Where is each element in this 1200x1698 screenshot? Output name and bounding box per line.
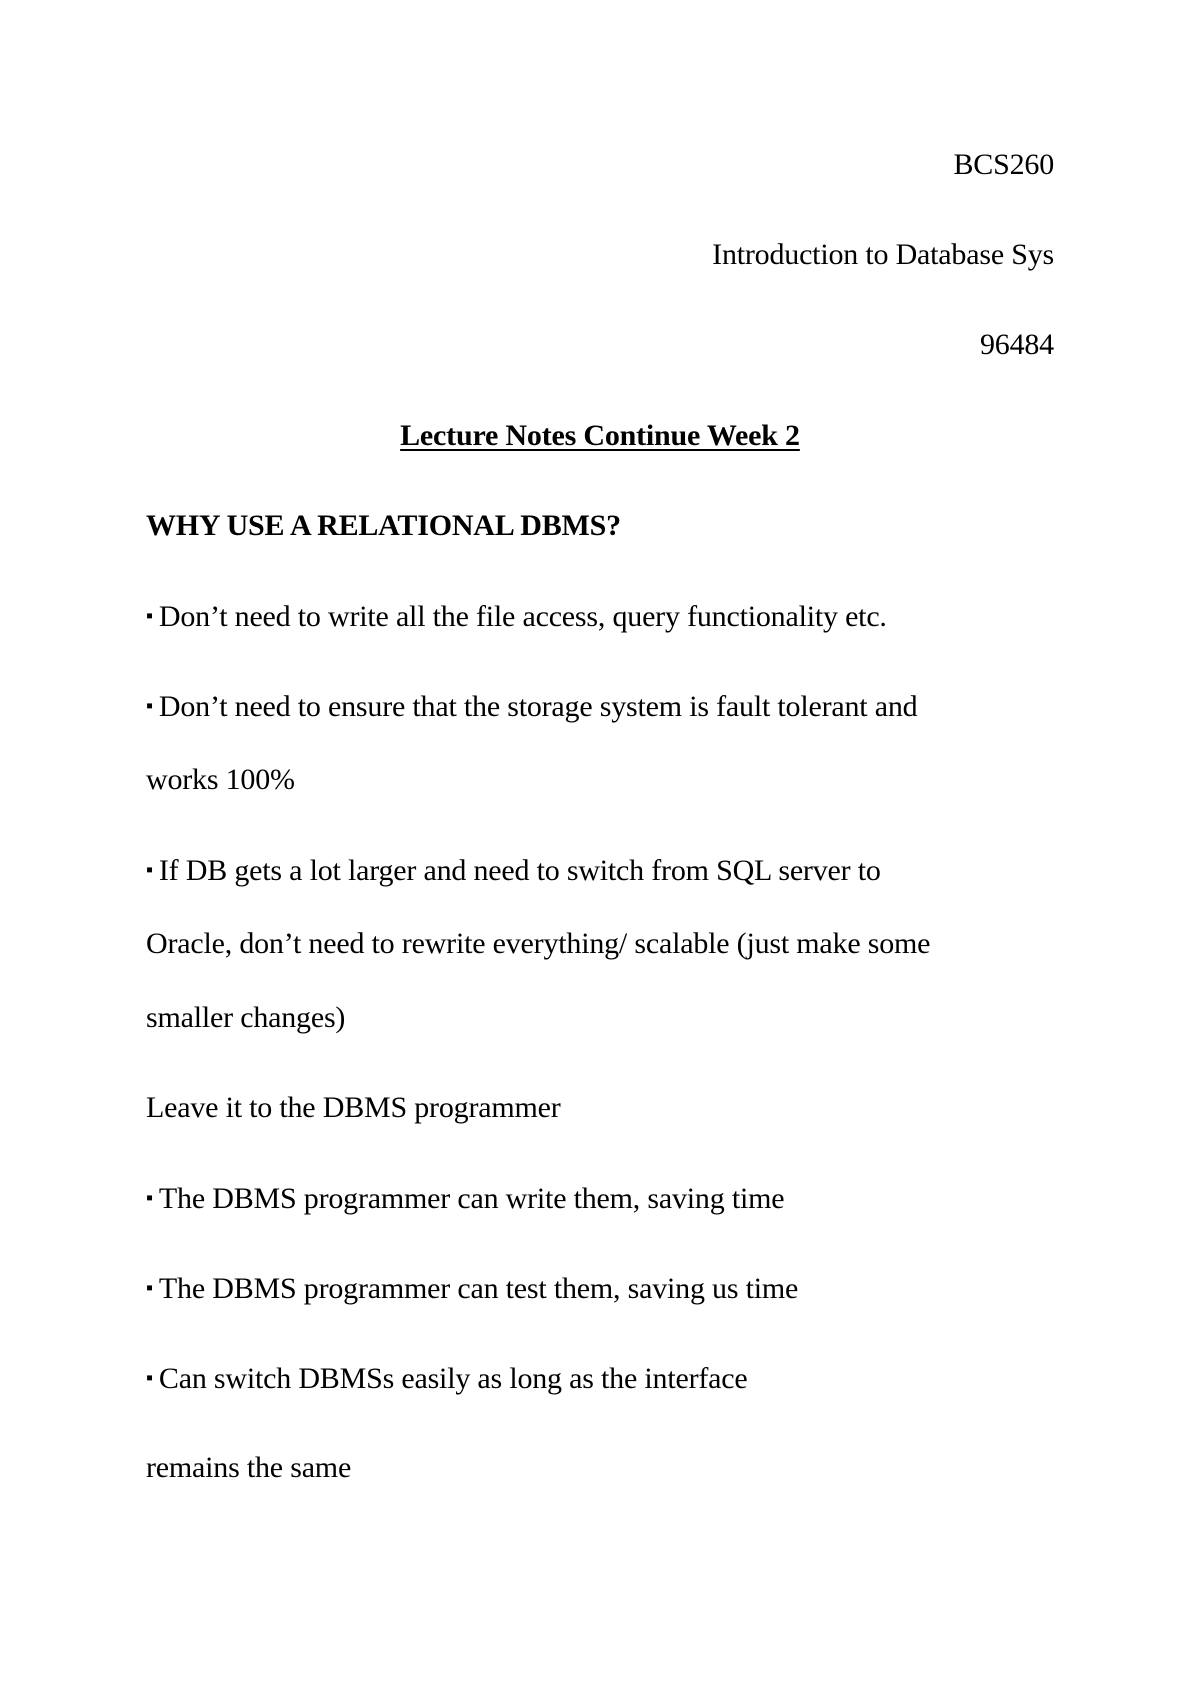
list-item: [146, 1270, 798, 1307]
course-code: BCS260: [953, 148, 1054, 181]
list-item: [146, 1180, 784, 1217]
bullet-icon: ▪: [146, 605, 153, 627]
list-item: [146, 598, 887, 635]
list-item-text: Don’t need to write all the file access, query functionality etc.: [158, 600, 887, 633]
list-item-continuation: remains the same: [146, 1451, 352, 1484]
bullet-icon: ▪: [146, 1277, 153, 1299]
list-item-text: Don’t need to ensure that the storage system is fault tolerant and: [158, 690, 918, 723]
list-item: [146, 1360, 748, 1397]
bullet-icon: ▪: [146, 695, 153, 717]
list-item-continuation: Oracle, don’t need to rewrite everything/ scalable (just make some: [146, 927, 931, 960]
list-item-continuation: smaller changes): [146, 1001, 346, 1034]
page-title: Lecture Notes Continue Week 2: [400, 419, 800, 452]
list-item-text: The DBMS programmer can test them, saving us time: [158, 1272, 799, 1305]
list-item: [146, 852, 881, 889]
list-item-continuation: works 100%: [146, 763, 295, 796]
list-item-text: Can switch DBMSs easily as long as the interface: [158, 1362, 748, 1395]
bullet-icon: ▪: [146, 1187, 153, 1209]
course-name: Introduction to Database Sys: [712, 238, 1054, 271]
list-item: [146, 688, 917, 725]
student-id: 96484: [979, 328, 1054, 361]
bullet-icon: ▪: [146, 1367, 153, 1389]
list-item-text: The DBMS programmer can write them, saving time: [158, 1182, 785, 1215]
subheading: Leave it to the DBMS programmer: [146, 1091, 561, 1124]
section-heading: WHY USE A RELATIONAL DBMS?: [146, 509, 621, 542]
bullet-icon: ▪: [146, 859, 153, 881]
list-item-text: If DB gets a lot larger and need to switch from SQL server to: [158, 854, 881, 887]
